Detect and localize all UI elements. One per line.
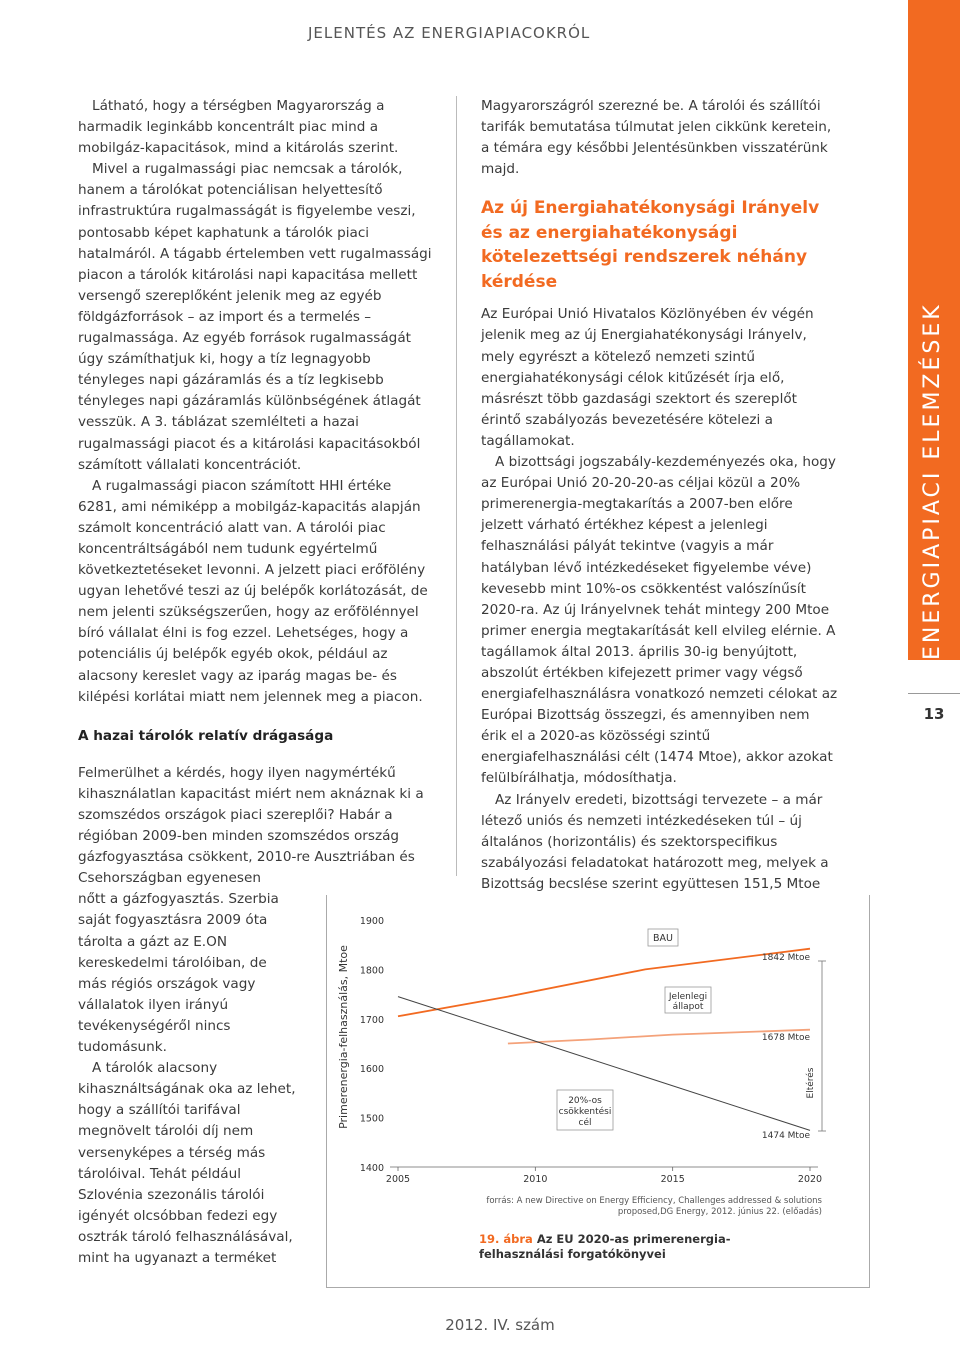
paragraph: nőtt a gázfogyasztás. Szerbia saját fogyasztásra 2009 óta tárolta a gázt az E.ON kereskedelmi tárolóiban, de más régiós országok vagy vállalatok ilyen irányú tevékenységéről nincs tudomásunk. [78, 891, 279, 1056]
bau-label: BAU [653, 933, 673, 944]
current-label-line1: Jelenlegi [668, 992, 708, 1002]
page-number-rule [908, 693, 960, 694]
y-tick-label: 1800 [359, 965, 384, 977]
paragraph: Látható, hogy a térségben Magyarország a harmadik leginkább koncentrált piac mind a mobilgáz-kapacitások, mind a kitárolás szerint. [78, 98, 399, 157]
paragraph: Felmerülhet a kérdés, hogy ilyen nagymértékű kihasználatlan kapacitást miért nem aknáznak ki a szomszédos országok piaci szereplői? Habár a régióban 2009-ben minden szomszédos ország gázfogyasztása csökkent, 2010-re Ausztriában és Csehországban egyenesen [78, 764, 424, 887]
paragraph: A rugalmassági piacon számított HHI értéke 6281, ami némiképp a mobilgáz-kapacitás alapján számolt koncentráció alatt van. A tárolói piac koncentráltságából nem tudunk egyértelmű következtetéseket levonni. A jelzett piaci erőfölény ugyan lehetővé teszi az új belépők korlátozását, de nem jelenti szükségszerűen, hogy az erőfölénnyel bíró vállalat élni is fog ezzel. Lehetséges, hogy a potenciális új belépők egyéb okok, például az alacsony kereslet vagy az iparág magas be- és kilépési korlátai miatt nem jelennek meg a piacon. [78, 477, 428, 705]
section-heading: Az új Energiahatékonysági Irányelv és az energiahatékonysági kötelezettségi rendszerek néhány kérdése [481, 198, 820, 292]
figure-number: 19. ábra [479, 1232, 533, 1246]
issue-footer: 2012. IV. szám [445, 1316, 555, 1334]
page-number: 13 [923, 705, 945, 723]
current-end-label: 1678 Mtoe [761, 1033, 810, 1043]
y-tick-label: 1400 [359, 1163, 384, 1174]
y-tick-label: 1500 [359, 1113, 384, 1125]
paragraph: Magyarországról szerezné be. A tárolói és szállítói tarifák bemutatása túlmutat jelen cikkünk keretein, a témára egy későbbi Jelentésünkben visszatérünk majd. [481, 98, 832, 178]
gap-label: Eltérés [806, 1067, 816, 1099]
section-subheading: A hazai tárolók relatív drágasága [78, 727, 334, 744]
figure-caption-text: Az EU 2020-as primerenergia-felhasználási forgatókönyvei [479, 1232, 731, 1261]
paragraph: Az Európai Unió Hivatalos Közlönyében év végén jelenik meg az új Energiahatékonysági Irányelv, mely egyrészt a kötelező nemzeti szintű energiahatékonysági célok kitűzését írja elő, másrészt több gazdasági szektort és szereplőt érintő szabályozás bevezetésére kötelezi a tagállamokat. [481, 306, 814, 449]
running-header: JELENTÉS AZ ENERGIAPIACOKRÓL [308, 24, 591, 42]
target-label-line2: csökkentési [558, 1107, 612, 1117]
energy-scenario-chart [330, 905, 835, 1190]
x-tick-label: 2010 [523, 1174, 548, 1185]
sidebar-section-label: ENERGIAPIACI ELEMZÉSEK [920, 302, 945, 660]
paragraph: A bizottsági jogszabály-kezdeményezés oka, hogy az Európai Unió 20-20-20-as céljai közül a 20% primerenergia-megtakarítás a 2007-ben előre jelzett várható értékhez képest a jelenlegi felhasználási pályát tekintve (vagyis a már hatályban lévő intézkedéseket figyelembe véve) kevesebb mint 10%-os csökkentést valószínűsít 2020-ra. Az új Irányelvnek tehát mintegy 200 Mtoe primer energia megtakarítását kell elvileg elérnie. A tagállamok által 2013. április 30-ig benyújtott, abszolút értékben kifejezett primer vagy végső energiafelhasználásra vonatkozó nemzeti célokat az Európai Bizottság összegzi, és amennyiben nem érik el a 2020-as közösségi szintű energiafelhasználási célt (1474 Mtoe), akkor azokat felülbírálhatja, módosíthatja. [481, 454, 838, 787]
chart-annotations [557, 929, 826, 1141]
figure-caption [479, 1232, 809, 1262]
x-tick-label: 2005 [385, 1174, 411, 1185]
right-column [481, 96, 839, 895]
y-axis-title-group [337, 945, 350, 1129]
target-label-line1: 20%-os [568, 1096, 602, 1106]
paragraph: Mivel a rugalmassági piac nemcsak a tárolók, hanem a tárolókat potenciálisan helyettesítő infrastruktúra rugalmasságát is figyelembe veszi, pontosabb képet kaphatunk a tárolók piaci hatalmáról. A tágabb értelemben vett rugalmassági piacon a tárolók kitárolási napi kapacitása mellett versengő szereplőként jelenik meg az egyéb földgázforrások – az import és a termelés – rugalmassága. Az egyéb források rugalmasságát úgy számíthatjuk ki, hogy a tíz legnagyobb tényleges napi gázáramlás és a tíz legkisebb tényleges napi gázáramlás különbségének átlagát vesszük. A 3. táblázat szemlélteti a hazai rugalmassági piacot és a kitárolási kapacitásokból számított vállalati koncentrációt. [78, 161, 432, 473]
wrapped-text-block [78, 889, 296, 1269]
y-tick-label: 1900 [359, 916, 384, 927]
paragraph: Az Irányelv eredeti, bizottsági tervezete – a már létező uniós és nemzeti intézkedéseken túl – új általános (horizontális) és szektorspecifikus szabályozási feladatokat határozott meg, melyek a Bizottság becslése szerint együttesen 151,5 Mtoe [481, 791, 829, 892]
x-tick-label: 2015 [660, 1174, 685, 1185]
figure-source: forrás: A new Directive on Energy Efficiency, Challenges addressed & solutions proposed,DG Energy, 2012. június 22. (előadás) [486, 1196, 822, 1217]
target-end-label: 1474 Mtoe [761, 1131, 810, 1141]
y-tick-label: 1700 [359, 1014, 384, 1026]
bau-end-label: 1842 Mtoe [761, 953, 810, 963]
y-tick-label: 1600 [359, 1064, 384, 1076]
current-label-line2: állapot [672, 1002, 704, 1012]
series-line-1 [398, 949, 810, 1017]
paragraph: A tárolók alacsony kihasználtságának oka az lehet, hogy a szállítói tarifával megnövelt tárolói díj nem versenyképes a térség más tárolóival. Tehát például Szlovénia szezonális tárolói igényét olcsóbban fedezi egy osztrák tároló felhasználásával, mint ha ugyanazt a terméket [78, 1060, 296, 1266]
y-axis-title: Primerenergia-felhasználás, Mtoe [337, 945, 350, 1129]
x-tick-label: 2020 [797, 1174, 823, 1185]
column-divider [456, 96, 457, 876]
target-label-line3: cél [578, 1118, 592, 1128]
